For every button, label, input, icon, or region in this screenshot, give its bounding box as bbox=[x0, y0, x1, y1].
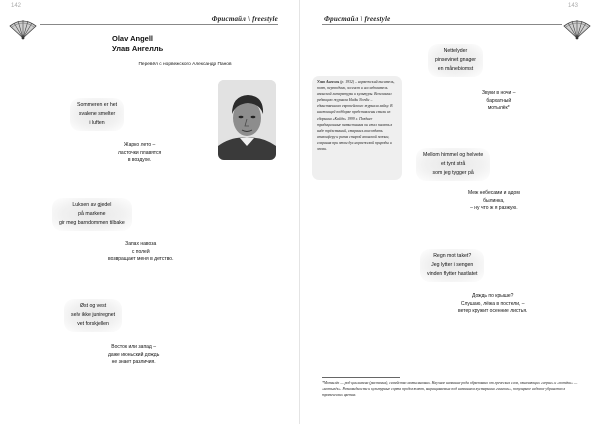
author-portrait-photo bbox=[218, 80, 276, 160]
poem-russian-6 bbox=[458, 293, 527, 316]
author-bio-box bbox=[312, 76, 402, 180]
poem-norwegian-5 bbox=[416, 148, 490, 181]
poem-line: en månebiomst bbox=[437, 66, 474, 72]
poem-line: vet forskjellen bbox=[77, 321, 109, 327]
poem-line: selv ikke juniregnet bbox=[71, 312, 116, 318]
poem-russian-5 bbox=[468, 190, 520, 213]
poem-line: Восток или запад – bbox=[111, 344, 157, 350]
poem-line: не знает различия. bbox=[111, 359, 156, 365]
header-rule-right bbox=[322, 24, 562, 25]
poem-line: ветер кружит осенние листья. bbox=[458, 308, 528, 314]
poem-line: Jeg lytter i sengen bbox=[431, 262, 474, 268]
poem-line: Luksen av gjedel bbox=[72, 202, 112, 208]
poem-russian-4 bbox=[482, 90, 515, 113]
bio-author-name: Улав Ангелль bbox=[317, 80, 340, 84]
poem-norwegian-4 bbox=[428, 44, 483, 77]
poem-line: Regn mot taket? bbox=[433, 253, 472, 259]
header-rule-left bbox=[40, 24, 278, 25]
poem-line: Øst og vest bbox=[79, 303, 107, 309]
poem-line: gir meg barndommen tilbake bbox=[59, 220, 125, 226]
author-name-latin: Olav Angell bbox=[112, 34, 153, 43]
poem-norwegian-2 bbox=[52, 198, 132, 231]
poem-line: vinden flytter hastlatet bbox=[427, 271, 478, 277]
poem-line: в воздухе. bbox=[127, 157, 152, 163]
fan-ornament-icon bbox=[562, 18, 592, 40]
poem-line: Sommeren er het bbox=[77, 102, 118, 108]
poem-line: Меж небесами и адом bbox=[468, 190, 520, 196]
right-page bbox=[300, 0, 600, 424]
poem-line: Запах навоза bbox=[125, 241, 157, 247]
poem-line: pinsevinet gnager bbox=[435, 57, 476, 63]
poem-russian-3 bbox=[108, 344, 159, 367]
poem-line: – ну что ж я разжую. bbox=[470, 205, 518, 211]
translator-credit: Перевёл с норвежского Александр Панов bbox=[138, 62, 232, 67]
poem-line: даже июньский дождь bbox=[108, 351, 160, 358]
poem-russian-2 bbox=[108, 241, 173, 264]
poem-line: Жарко лето – bbox=[123, 142, 156, 148]
poem-norwegian-1 bbox=[70, 98, 124, 131]
running-header-right: Фристайл \ freestyle bbox=[324, 15, 391, 23]
poem-line: Nettelyder bbox=[443, 48, 468, 54]
poem-russian-1 bbox=[118, 142, 161, 165]
poem-line: ласточки плавятся bbox=[118, 149, 162, 156]
fan-ornament-icon bbox=[8, 18, 38, 40]
poem-line: возвращает меня в детство. bbox=[108, 256, 174, 262]
poem-line: svalene smelter bbox=[78, 111, 116, 117]
footnote-rule bbox=[322, 377, 400, 378]
poem-norwegian-6 bbox=[420, 249, 484, 282]
poem-line: Слушаю, лёжа в постели, – bbox=[460, 300, 525, 307]
poem-line: мотылёк* bbox=[487, 105, 510, 111]
page-number-left: 142 bbox=[11, 3, 22, 9]
author-name bbox=[112, 34, 163, 54]
running-header-left: Фристайл \ freestyle bbox=[211, 15, 278, 23]
poem-line: Звуки в ночи – bbox=[482, 90, 516, 96]
author-name-cyrillic: Улав Ангелль bbox=[112, 44, 164, 53]
footnote: *Мотылёк — род цикламена (растения), семейство мотыльковых. Научное название рода образовано от греческих слов, означающих «черви» и «потёки» — «мотылёк». Разновидности и культурные сорта продолжают, выращиваемых под названием кустарника «чинюсь», популярное садовое убранство в тропических цветах. bbox=[322, 381, 578, 397]
poem-line: som jeg tygger på bbox=[432, 170, 474, 176]
poem-line: Дождь по крыше? bbox=[472, 293, 514, 299]
bio-text: (р. 1932) – норвежский писатель, поэт, переводчик, эссеист и исследователь японской литературы и культуры. Возглавлял редакцию журнала Haiku Nordic – единственного европейского журнала хайку. В настоящей подборке представлены стихи из сборника «Кайдэ» 1999 г. Позднее традиционные пятистишия он стал писать в виде трёхстиший, стараясь воссоздать атмосферу и ритм старой японской поэзии, сохранив при этом дух норвежской природы и эпохи. bbox=[317, 80, 395, 152]
poem-line: i luften bbox=[89, 120, 105, 126]
poem-line: бархатный bbox=[486, 97, 512, 104]
page-number-right: 143 bbox=[567, 3, 578, 9]
poem-line: Mellom himmel og helvete bbox=[423, 152, 484, 158]
poem-line: былинка, bbox=[483, 197, 505, 204]
poem-norwegian-3 bbox=[64, 299, 122, 332]
poem-line: på markene bbox=[78, 211, 106, 217]
poem-line: с полей bbox=[131, 248, 150, 255]
poem-line: et tynt strå bbox=[441, 161, 466, 167]
